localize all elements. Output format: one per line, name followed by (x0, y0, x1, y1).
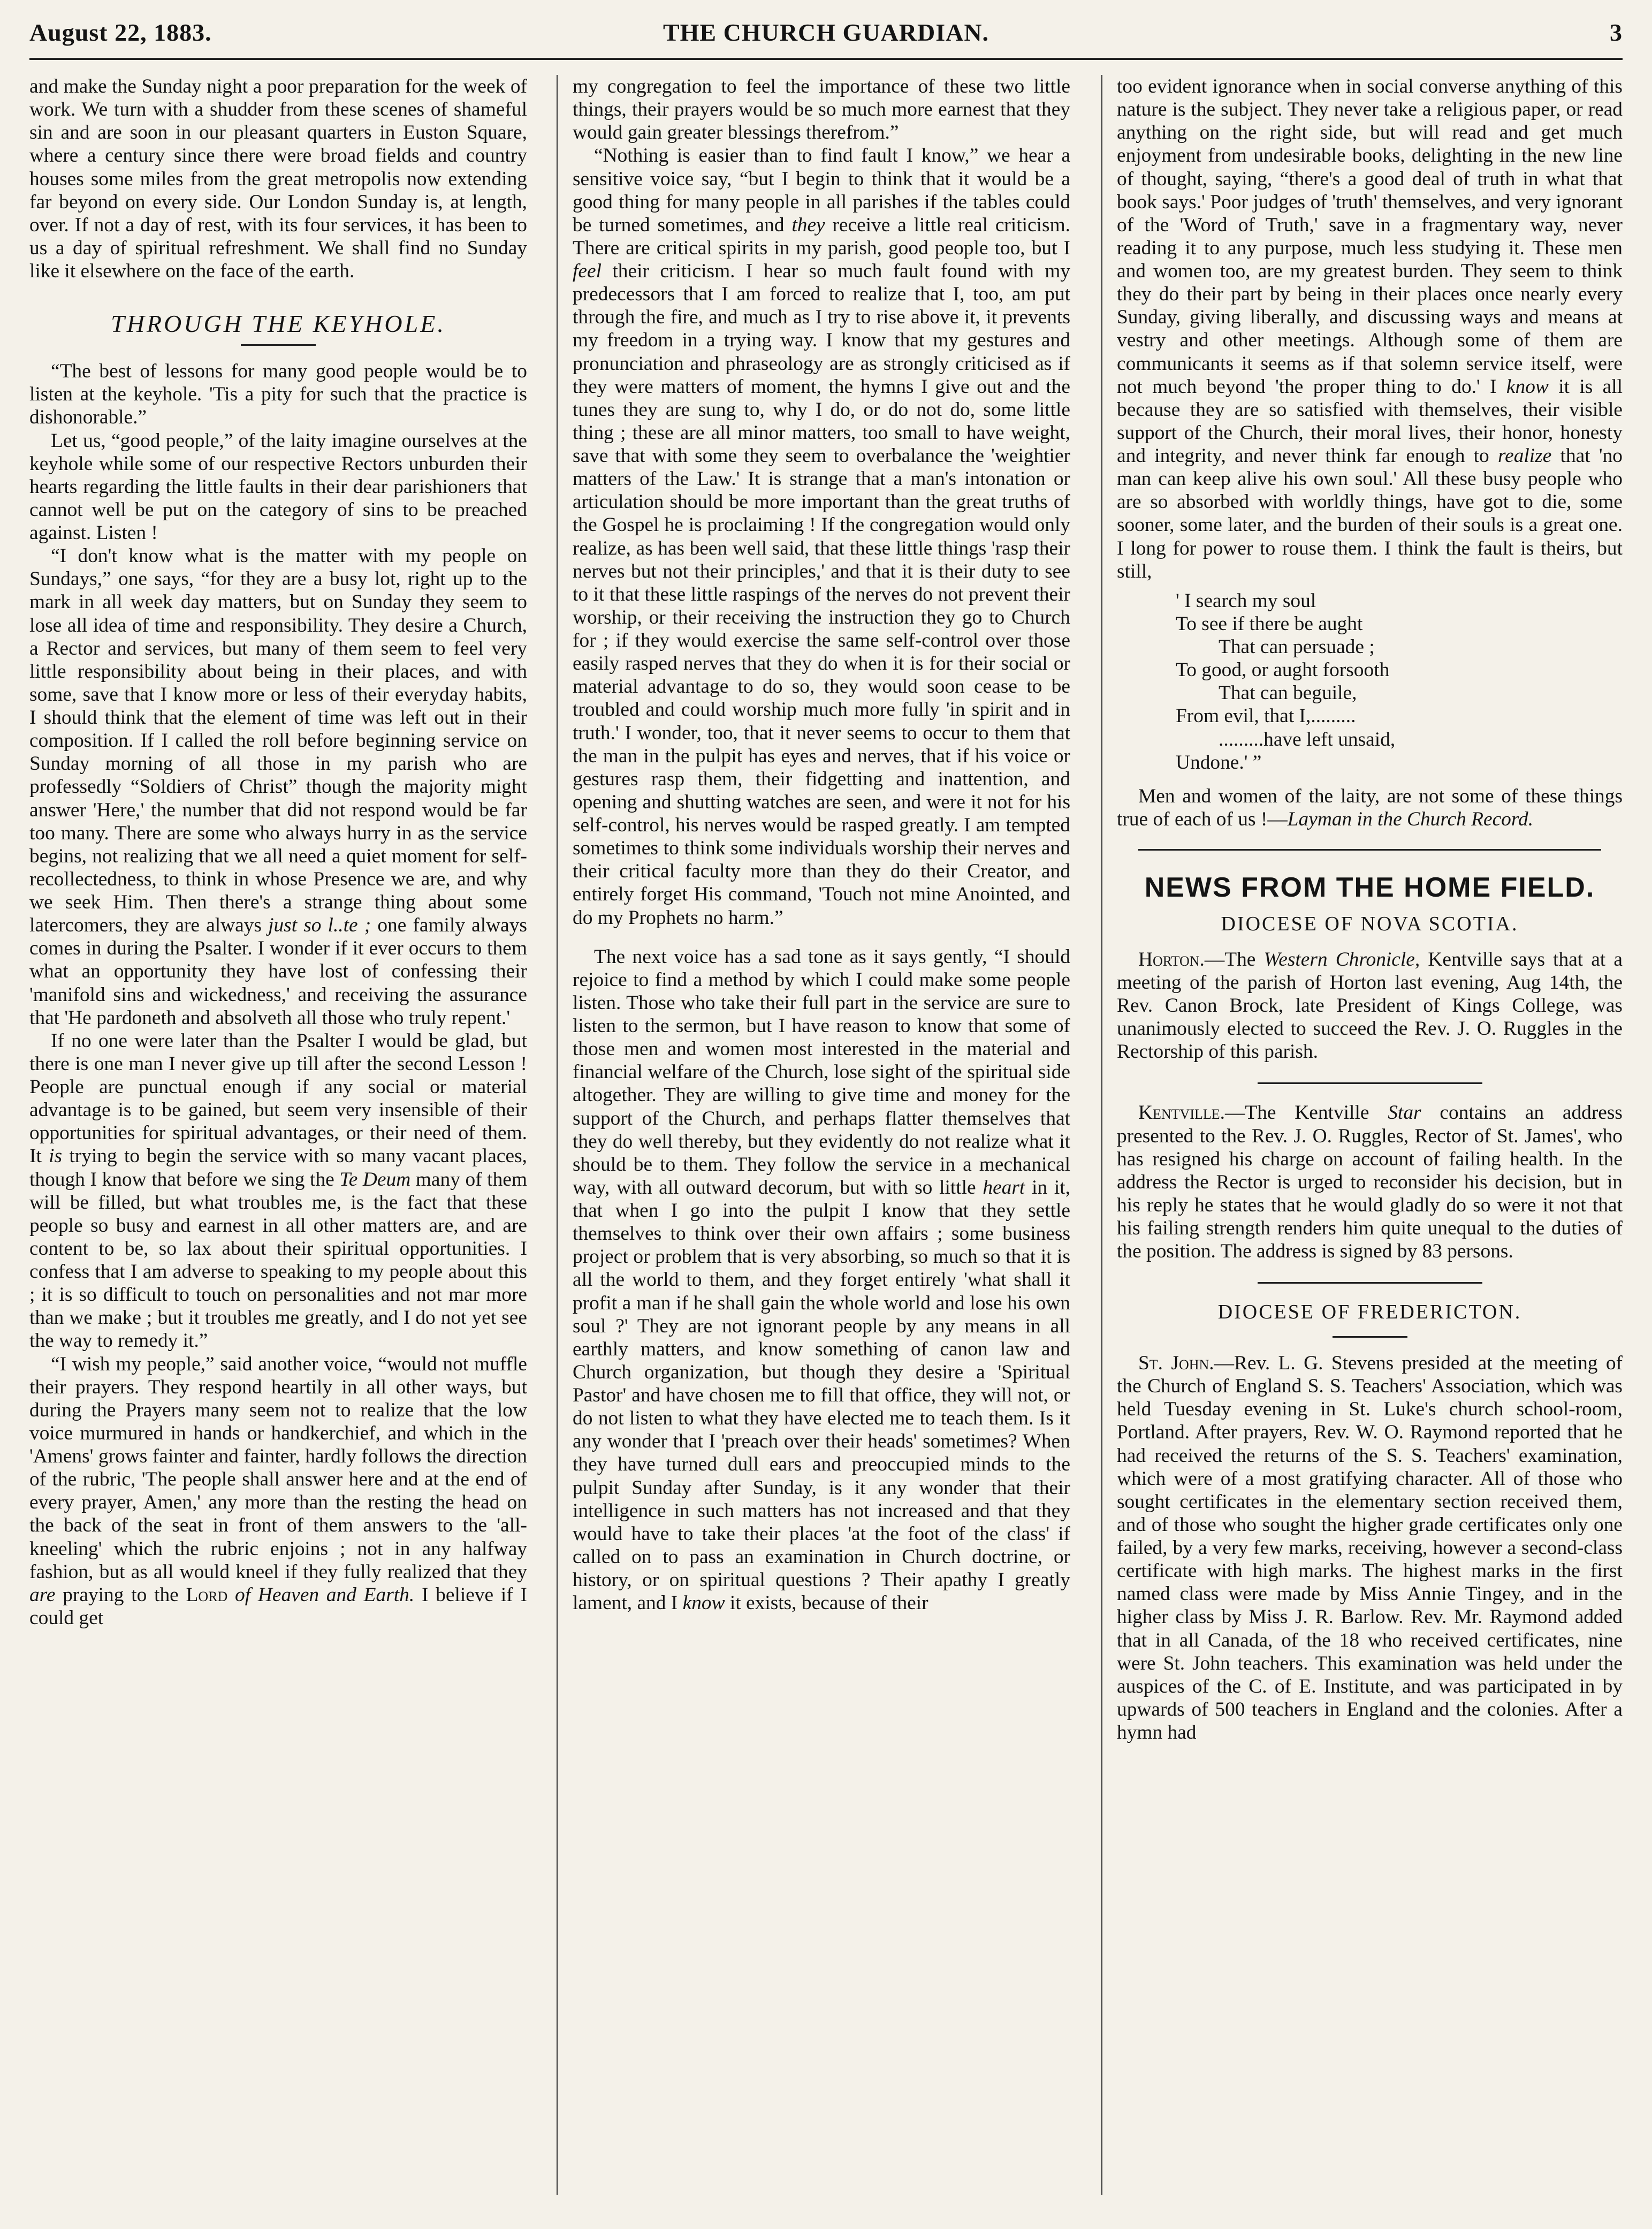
article-paragraph: my congregation to feel the importance of these two little things, their prayers would be so much more earnest that they would gain greater blessings therefrom.” (573, 75, 1070, 144)
article-heading: THROUGH THE KEYHOLE. (111, 310, 446, 338)
issue-date: August 22, 1883. (29, 19, 212, 46)
verse-line: ' I search my soul (1176, 589, 1316, 612)
diocese-heading: DIOCESE OF NOVA SCOTIA. (1221, 912, 1519, 935)
article-continuation: and make the Sunday night a poor preparation for the week of work. We turn with a shudder from these scenes of shameful sin and are soon in our pleasant quarters in Euston Square, where a century since there were broad fields and country houses some miles from the great metropolis now extending far beyond on every side. Our London Sunday is, at length, over. If not a day of rest, with its four services, it has been to us a day of spiritual refreshment. We shall find no Sunday like it elsewhere on the face of the earth. (29, 75, 527, 282)
column-2 (573, 75, 1070, 2195)
article-paragraph: too evident ignorance when in social converse anything of this nature is the subject. They never take a religious paper, or read anything on the right side, but will read and get much enjoyment from undesirable books, delighting in the new line of thought, saying, “there's a good deal of truth in what that book says.' Poor judges of 'truth' themselves, and very ignorant of the 'Word of Truth,' save in a fragmentary way, never reading it to any purpose, much less studying it. These men and women too, are my greatest burden. They seem to think they do their part by being in their places once nearly every Sunday, giving liberally, and discussing ways and means at vestry and other meetings. Although some of them are communicants it seems as if that solemn service itself, were not much beyond 'the proper thing to do.' I know it is all because they are so satisfied with themselves, their visible support of the Church, their moral lives, their honor, honesty and integrity, and never think far enough to realize that 'no man can keep alive his own soul.' All these busy people who are so absorbed with worldly things, have got to die, some sooner, some later, and the burden of their souls is a great one. I long for power to rouse them. I think the fault is theirs, but still, (1117, 75, 1623, 582)
verse-line: Undone.' ” (1176, 751, 1262, 774)
verse-line: That can persuade ; (1219, 636, 1375, 658)
article-paragraph: If no one were later than the Psalter I would be glad, but there is one man I never give up till after the second Lesson ! People are punctual enough if any social or material advantage is to be gained, but seem very insensible of their opportunities for spiritual advantages, or their need of them. It is trying to begin the service with so many vacant places, though I know that before we sing the Te Deum many of them will be filled, but what troubles me, is the fact that these people so busy and earnest in all other matters are, and are content to be, so lax about their spiritual opportunities. I confess that I am adverse to speaking to my people about this ; it is so difficult to touch on personalities and not mar more than we make ; but it troubles me greatly, and I do not yet see the way to remedy it.” (29, 1029, 527, 1352)
article-paragraph: The next voice has a sad tone as it says gently, “I should rejoice to find a method by which I could make some people listen. Those who take their full part in the service are sure to listen to the sermon, but I have reason to know that some of those men and women most interested in the material and financial welfare of the Church, lose sight of the spiritual side altogether. They are willing to give time and money for the support of the Church, and perhaps flatter themselves that they do well thereby, but they evidently do not realize what it should be to them. They follow the service in a mechanical way, with all outward decorum, but with so little heart in it, that when I go into the pulpit I know that they settle themselves to think over their own affairs ; some business project or problem that is very absorbing, so much so that it is all the world to them, and they forget entirely 'what shall it profit a man if he shall gain the whole world and lose his own soul ?' They are not ignorant people by any means in all earthly matters, and know something of canon law and Church organization, but though they desire a 'Spiritual Pastor' and have chosen me to fill that office, they will not, or do not listen to what they have elected me to teach them. Is it any wonder that I 'preach over their heads' sometimes? When they have turned dull ears and preoccupied minds to the pulpit Sunday after Sunday, is it any wonder that their intelligence in such matters has not increased and that they would have to take their places 'at the foot of the class' if called on to pass an examination in Church doctrine, or history, or on spiritual questions ? Their apathy I greatly lament, and I know it exists, because of their (573, 945, 1070, 1614)
article-paragraph: Let us, “good people,” of the laity imagine ourselves at the keyhole while some of our respective Rectors unburden their hearts regarding the little faults in their dear parishioners that cannot well be put on the category of sins to be preached against. Listen ! (29, 429, 527, 544)
article-paragraph: “The best of lessons for many good people would be to listen at the keyhole. 'Tis a pity for such that the practice is dishonorable.” (29, 360, 527, 429)
article-paragraph: “I don't know what is the matter with my people on Sundays,” one says, “for they are a busy lot, right up to the mark in all week day matters, but on Sunday they seem to lose all idea of time and responsibility. They desire a Church, a Rector and services, but many of them seem to feel very little responsibility about being in their places, and with some, save that I know more or less of their everyday habits, I should think that the element of time was left out in their composition. If I called the roll before beginning service on Sunday morning of all those in my parish who are professedly “Soldiers of Christ” though the majority might answer 'Here,' the number that did not respond would be far too many. There are some who always hurry in as the service begins, not realizing that we all need a quiet moment for self-recollectedness, to think in whose Presence we are, and why we seek Him. Then there's a strange thing about some latercomers, they are always just so l..te ; one family always comes in during the Psalter. I wonder if it ever occurs to them what an opportunity they have lost of confessing their 'manifold sins and wickedness,' and receiving the assurance that 'He pardoneth and absolveth all those who truly repent.' (29, 545, 527, 1029)
section-heading: NEWS FROM THE HOME FIELD. (1144, 872, 1595, 903)
item-rule (1258, 1082, 1482, 1084)
article-paragraph: “I wish my people,” said another voice, “would not muffle their prayers. They respond heartily in all other ways, but during the Prayers many seem not to realize that the low voice murmured in hands or handkerchief, and which in the 'Amens' grows fainter and fainter, hardly follows the direction of the rubric, 'The people shall answer here and at the end of every prayer, Amen,' any more than the resting the head on the back of the seat in front of them answers to the 'all-kneeling' which the rubric enjoins ; not in any halfway fashion, but as all would kneel if they fully realized that they are praying to the Lord of Heaven and Earth. I believe if I could get (29, 1353, 527, 1629)
verse-line: .........have left unsaid, (1219, 728, 1396, 750)
news-item: Kentville.—The Kentville Star contains an address presented to the Rev. J. O. Ruggles, Rector of St. James', who has resigned his charge on account of failing health. In the address the Rector is urged to reconsider his decision, but in his reply he states that he would gladly do so were it not that his failing strength renders him quite unequal to the duties of the position. The address is signed by 83 persons. (1117, 1102, 1623, 1263)
verse-line: That can beguile, (1219, 682, 1357, 704)
heading-rule (1333, 1336, 1407, 1338)
verse-quote (1176, 589, 1623, 774)
article-paragraph: Men and women of the laity, are not some of these things true of each of us !—Layman in the Church Record. (1117, 785, 1623, 830)
column-divider (557, 75, 558, 2195)
item-rule (1258, 1282, 1482, 1284)
masthead (29, 12, 1623, 71)
heading-rule (241, 344, 316, 346)
verse-line: To good, or aught forsooth (1176, 659, 1390, 681)
verse-line: To see if there be aught (1176, 612, 1363, 635)
page-number: 3 (1610, 19, 1623, 46)
column-divider (1101, 75, 1102, 2195)
column-3 (1117, 75, 1623, 2195)
diocese-heading: DIOCESE OF FREDERICTON. (1217, 1301, 1522, 1324)
article-paragraph: “Nothing is easier than to find fault I know,” we hear a sensitive voice say, “but I begin to think that it would be a good thing for many people in all parishes if the tables could be turned sometimes, and they receive a little real criticism. There are critical spirits in my parish, good people too, but I feel their criticism. I hear so much fault found with my predecessors that I am forced to realize that I, too, am put through the fire, and much as I try to rise above it, it prevents my freedom in a trying way. I know that my gestures and pronunciation and phraseology are as strongly criticised as if they were matters of moment, the hymns I give out and the tunes they are sung to, why I do, or do not do, some little thing ; these are all minor matters, too small to have weight, save that with some they seem to overbalance the 'weightier matters of the Law.' It is strange that a man's intonation or articulation should be more important than the great truths of the Gospel he is proclaiming ! If the congregation would only realize, as has been well said, that these little things 'rasp their nerves but not their principles,' and that it is their duty to see to it that these little raspings of the nerves do not prevent their worship, or their receiving the instruction they go to Church for ; if they would exercise the same self-control over those easily rasped nerves that they do when it is for their social or material advantage to do so, they would soon cease to be troubled and could worship much more fully 'in spirit and in truth.' I wonder, too, that it never seems to occur to them that the man in the pulpit has eyes and nerves, that if his voice or gestures rasp them, their fidgetting and inattention, and opening and shutting watches are seen, and were it not for his self-control, his nerves would be rasped greatly. I am tempted sometimes to think some individuals worship their nerves and their critical faculty more than they do their Creator, and entirely forget His command, 'Touch not mine Anointed, and do my Prophets no harm.” (573, 145, 1070, 929)
column-1 (29, 75, 527, 2195)
news-item: St. John.—Rev. L. G. Stevens presided at the meeting of the Church of England S. S. Teachers' Association, which was held Tuesday evening in St. Luke's church school-room, Portland. After prayers, Rev. W. O. Raymond reported that he had received the returns of the S. S. Teachers' examination, which were of a most gratifying character. All of those who sought certificates in the elementary section received them, and of those who sought the higher grade certificates only one failed, by a very few marks, receiving, however a second-class certificate with high marks. The highest marks in the first named class were made by Miss Annie Tingey, and in the higher class by Miss J. R. Barlow. Rev. Mr. Raymond added that in all Canada, of the 18 who received certificates, nine were St. John teachers. This examination was held under the auspices of the C. of E. Institute, and was participated in by upwards of 500 teachers in England and the colonies. After a hymn had (1117, 1352, 1623, 1744)
masthead-rule (29, 58, 1623, 60)
section-rule (1138, 849, 1601, 851)
verse-line: From evil, that I,......... (1176, 705, 1356, 727)
newspaper-title: THE CHURCH GUARDIAN. (663, 19, 989, 46)
news-item: Horton.—The Western Chronicle, Kentville says that at a meeting of the parish of Horton last evening, Aug 14th, the Rev. Canon Brock, late President of Kings College, was unanimously elected to succeed the Rev. J. O. Ruggles in the Rectorship of this parish. (1117, 948, 1623, 1063)
